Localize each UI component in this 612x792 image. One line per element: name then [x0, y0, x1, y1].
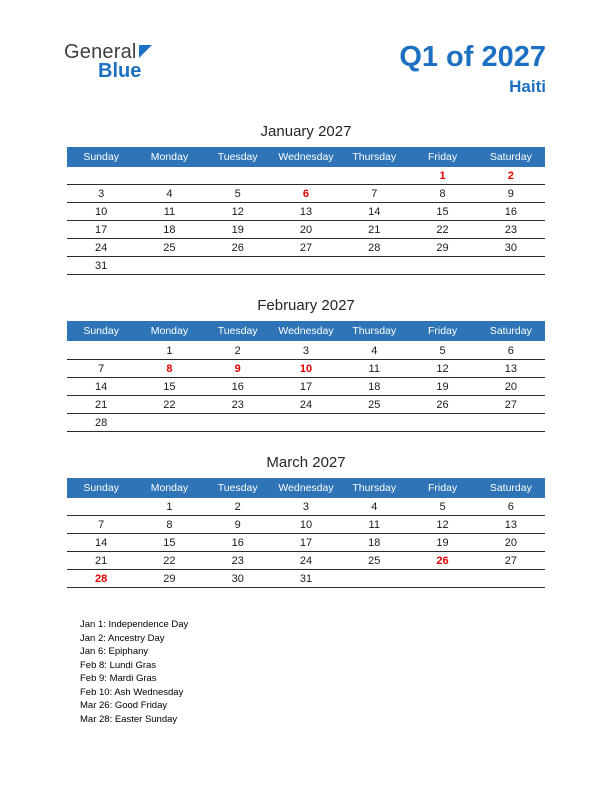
country-subtitle: Haiti — [509, 76, 546, 96]
day-cell: 28 — [67, 570, 135, 588]
weekday-header: Monday — [135, 478, 203, 498]
weekday-header: Wednesday — [272, 321, 340, 341]
weekday-header-row — [67, 478, 545, 498]
calendar-head — [67, 478, 545, 498]
empty-day-cell — [204, 413, 272, 431]
legend-item: Feb 10: Ash Wednesday — [80, 686, 184, 698]
day-cell: 7 — [340, 185, 408, 203]
legend-item: Mar 28: Easter Sunday — [80, 713, 178, 725]
day-cell: 7 — [67, 359, 135, 377]
weekday-header: Monday — [135, 321, 203, 341]
day-cell: 29 — [408, 239, 476, 257]
day-cell: 6 — [477, 498, 545, 516]
calendar-table-february — [67, 321, 545, 432]
logo-flag-icon — [139, 45, 152, 58]
day-cell: 3 — [272, 341, 340, 359]
empty-day-cell — [340, 257, 408, 275]
empty-day-cell — [340, 570, 408, 588]
day-cell: 1 — [135, 498, 203, 516]
day-cell: 17 — [272, 534, 340, 552]
empty-day-cell — [67, 167, 135, 185]
title-block — [399, 42, 546, 97]
day-cell: 1 — [135, 341, 203, 359]
empty-day-cell — [272, 167, 340, 185]
day-cell: 14 — [67, 534, 135, 552]
week-row — [67, 552, 545, 570]
day-cell: 25 — [340, 552, 408, 570]
day-cell: 17 — [272, 377, 340, 395]
day-cell: 2 — [204, 341, 272, 359]
day-cell: 4 — [340, 341, 408, 359]
calendar-body — [67, 498, 545, 588]
day-cell: 2 — [477, 167, 545, 185]
week-row — [67, 570, 545, 588]
calendar-table-march — [67, 478, 545, 589]
weekday-header: Saturday — [477, 478, 545, 498]
month-section-january — [0, 123, 612, 276]
empty-day-cell — [204, 167, 272, 185]
weekday-header: Thursday — [340, 147, 408, 167]
day-cell: 4 — [135, 185, 203, 203]
calendar-body — [67, 341, 545, 431]
weekday-header: Wednesday — [272, 147, 340, 167]
empty-day-cell — [477, 570, 545, 588]
day-cell: 6 — [272, 185, 340, 203]
weekday-header-row — [67, 147, 545, 167]
day-cell: 30 — [477, 239, 545, 257]
day-cell: 9 — [204, 359, 272, 377]
legend-item: Jan 2: Ancestry Day — [80, 632, 165, 644]
week-row — [67, 377, 545, 395]
day-cell: 28 — [340, 239, 408, 257]
day-cell: 19 — [408, 377, 476, 395]
legend-item: Feb 9: Mardi Gras — [80, 673, 157, 685]
empty-day-cell — [67, 341, 135, 359]
month-title: February 2027 — [257, 297, 355, 315]
day-cell: 21 — [67, 395, 135, 413]
weekday-header: Tuesday — [204, 321, 272, 341]
month-section-february — [0, 297, 612, 432]
day-cell: 25 — [340, 395, 408, 413]
empty-day-cell — [67, 498, 135, 516]
day-cell: 10 — [272, 516, 340, 534]
empty-day-cell — [135, 167, 203, 185]
day-cell: 28 — [67, 413, 135, 431]
day-cell: 18 — [340, 377, 408, 395]
day-cell: 6 — [477, 341, 545, 359]
empty-day-cell — [204, 257, 272, 275]
day-cell: 18 — [340, 534, 408, 552]
day-cell: 22 — [408, 221, 476, 239]
holiday-legend-list — [80, 618, 612, 726]
day-cell: 7 — [67, 516, 135, 534]
week-row — [67, 167, 545, 185]
day-cell: 23 — [477, 221, 545, 239]
empty-day-cell — [272, 413, 340, 431]
day-cell: 9 — [204, 516, 272, 534]
empty-day-cell — [135, 413, 203, 431]
week-row — [67, 359, 545, 377]
day-cell: 24 — [272, 552, 340, 570]
day-cell: 19 — [204, 221, 272, 239]
day-cell: 13 — [477, 516, 545, 534]
day-cell: 27 — [272, 239, 340, 257]
day-cell: 24 — [67, 239, 135, 257]
day-cell: 26 — [408, 395, 476, 413]
page-header — [0, 0, 612, 97]
day-cell: 15 — [408, 203, 476, 221]
weekday-header: Monday — [135, 147, 203, 167]
page-title: Q1 of 2027 — [399, 41, 546, 73]
day-cell: 26 — [408, 552, 476, 570]
day-cell: 29 — [135, 570, 203, 588]
calendar-head — [67, 321, 545, 341]
day-cell: 8 — [408, 185, 476, 203]
general-blue-logo — [64, 42, 152, 82]
day-cell: 27 — [477, 395, 545, 413]
empty-day-cell — [408, 413, 476, 431]
day-cell: 5 — [408, 341, 476, 359]
day-cell: 12 — [408, 359, 476, 377]
legend-item: Feb 8: Lundi Gras — [80, 659, 157, 671]
day-cell: 4 — [340, 498, 408, 516]
day-cell: 20 — [272, 221, 340, 239]
day-cell: 26 — [204, 239, 272, 257]
empty-day-cell — [408, 257, 476, 275]
month-title: March 2027 — [266, 453, 346, 471]
day-cell: 3 — [272, 498, 340, 516]
legend-item: Jan 6: Epiphany — [80, 646, 149, 658]
day-cell: 11 — [340, 516, 408, 534]
day-cell: 16 — [204, 377, 272, 395]
week-row — [67, 516, 545, 534]
day-cell: 3 — [67, 185, 135, 203]
day-cell: 20 — [477, 377, 545, 395]
month-section-march — [0, 454, 612, 589]
day-cell: 23 — [204, 552, 272, 570]
day-cell: 20 — [477, 534, 545, 552]
day-cell: 30 — [204, 570, 272, 588]
day-cell: 23 — [204, 395, 272, 413]
week-row — [67, 221, 545, 239]
week-row — [67, 341, 545, 359]
day-cell: 13 — [272, 203, 340, 221]
empty-day-cell — [477, 413, 545, 431]
weekday-header: Friday — [408, 321, 476, 341]
week-row — [67, 203, 545, 221]
week-row — [67, 534, 545, 552]
weekday-header: Saturday — [477, 147, 545, 167]
week-row — [67, 413, 545, 431]
day-cell: 31 — [67, 257, 135, 275]
empty-day-cell — [135, 257, 203, 275]
week-row — [67, 395, 545, 413]
day-cell: 13 — [477, 359, 545, 377]
day-cell: 12 — [204, 203, 272, 221]
day-cell: 5 — [408, 498, 476, 516]
empty-day-cell — [477, 257, 545, 275]
day-cell: 11 — [340, 359, 408, 377]
weekday-header-row — [67, 321, 545, 341]
day-cell: 8 — [135, 359, 203, 377]
empty-day-cell — [408, 570, 476, 588]
day-cell: 15 — [135, 534, 203, 552]
weekday-header: Friday — [408, 478, 476, 498]
day-cell: 10 — [272, 359, 340, 377]
weekday-header: Tuesday — [204, 147, 272, 167]
weekday-header: Sunday — [67, 147, 135, 167]
legend-item: Jan 1: Independence Day — [80, 619, 189, 631]
day-cell: 25 — [135, 239, 203, 257]
weekday-header: Thursday — [340, 478, 408, 498]
day-cell: 1 — [408, 167, 476, 185]
day-cell: 9 — [477, 185, 545, 203]
calendar-body — [67, 167, 545, 275]
weekday-header: Saturday — [477, 321, 545, 341]
week-row — [67, 498, 545, 516]
day-cell: 17 — [67, 221, 135, 239]
empty-day-cell — [272, 257, 340, 275]
month-title: January 2027 — [260, 122, 352, 140]
weekday-header: Thursday — [340, 321, 408, 341]
calendar-table-january — [67, 147, 545, 276]
weekday-header: Friday — [408, 147, 476, 167]
day-cell: 19 — [408, 534, 476, 552]
week-row — [67, 257, 545, 275]
logo-text-general: General — [64, 41, 137, 63]
calendar-head — [67, 147, 545, 167]
day-cell: 27 — [477, 552, 545, 570]
day-cell: 31 — [272, 570, 340, 588]
legend-item: Mar 26: Good Friday — [80, 700, 168, 712]
weekday-header: Wednesday — [272, 478, 340, 498]
empty-day-cell — [340, 413, 408, 431]
day-cell: 21 — [340, 221, 408, 239]
day-cell: 12 — [408, 516, 476, 534]
day-cell: 5 — [204, 185, 272, 203]
day-cell: 8 — [135, 516, 203, 534]
day-cell: 14 — [67, 377, 135, 395]
empty-day-cell — [340, 167, 408, 185]
day-cell: 24 — [272, 395, 340, 413]
weekday-header: Tuesday — [204, 478, 272, 498]
weekday-header: Sunday — [67, 321, 135, 341]
day-cell: 11 — [135, 203, 203, 221]
week-row — [67, 185, 545, 203]
day-cell: 10 — [67, 203, 135, 221]
day-cell: 2 — [204, 498, 272, 516]
logo-text-blue: Blue — [98, 60, 142, 82]
day-cell: 18 — [135, 221, 203, 239]
weekday-header: Sunday — [67, 478, 135, 498]
day-cell: 21 — [67, 552, 135, 570]
week-row — [67, 239, 545, 257]
day-cell: 22 — [135, 552, 203, 570]
day-cell: 22 — [135, 395, 203, 413]
day-cell: 15 — [135, 377, 203, 395]
day-cell: 14 — [340, 203, 408, 221]
day-cell: 16 — [204, 534, 272, 552]
day-cell: 16 — [477, 203, 545, 221]
